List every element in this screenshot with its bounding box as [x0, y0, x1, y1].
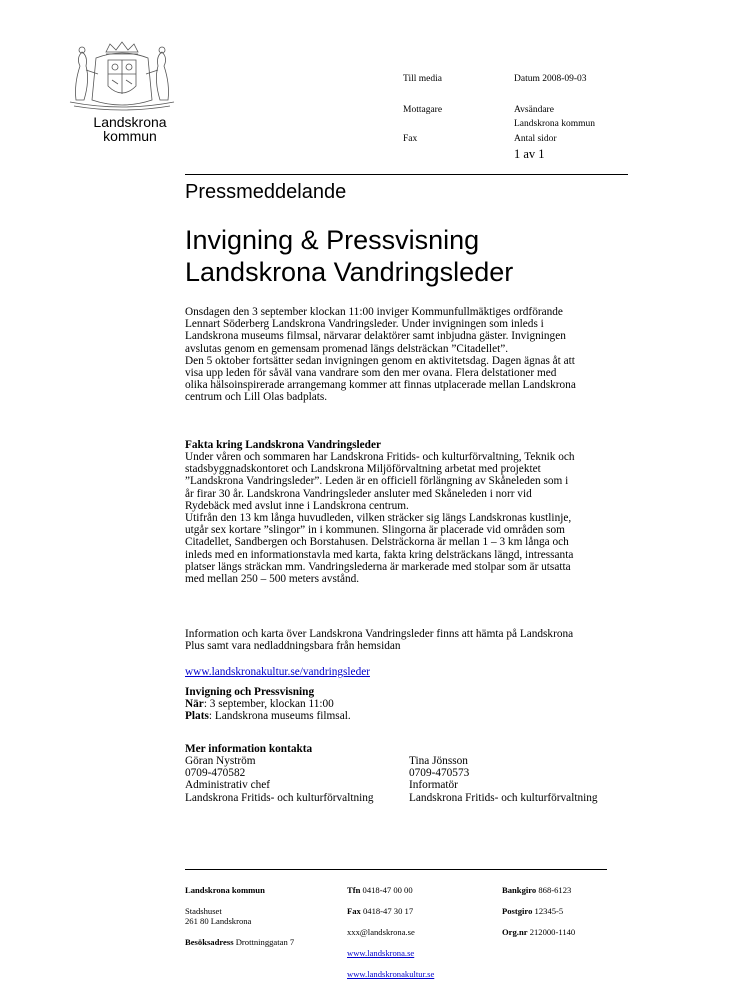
coat-of-arms-logo — [66, 40, 178, 112]
fakta-heading: Fakta kring Landskrona Vandringsleder — [185, 439, 381, 451]
logo-line-1: Landskrona — [93, 114, 167, 130]
logo-line-2: kommun — [103, 128, 157, 144]
footer-orgnr-value: 212000-1140 — [527, 926, 576, 937]
contact-2: Tina Jönsson 0709-470573 Informatör Landskrona Fritids- och kulturförvaltning — [409, 755, 598, 804]
footer-besok — [185, 937, 345, 948]
page-title — [185, 224, 513, 288]
fakta-paragraph: Under våren och sommaren har Landskrona Fritids- och kulturförvaltning, Teknik och stadsbyggnadskontoret och Landskrona Miljöförvaltning arbetat med projektet ”Landskrona Vandringsleder”. Leden är en officiell förlängning av Skåneleden som i år firar 30 år. Landskrona Vandringsleder ansluter med Skåneleden i norr vid Rydebäck med avslut inne i Landskrona centrum. Utifrån den 13 km långa huvudleden, vilken sträcker sig längs Landskronas kustlinje, utgår sex kortare ”slingor” in i kommunen. Slingorna är placerade vid områden som Citadellet, Sandbergen och Borstahusen. Delsträckorna är mellan 1 – 3 km långa och inleds med en informationstavla med karta, fakta kring delsträckans längd, intressanta platser längs sträckan mm. Vandringslederna är markerade med stolpar som är utsatta med mellan 250 – 500 meters avstånd. — [185, 451, 575, 586]
footer-contact-col — [347, 874, 497, 990]
where-label: Plats — [185, 710, 209, 722]
footer-tfn-label: Tfn — [347, 884, 361, 895]
footer-bankgiro-value: 868-6123 — [536, 884, 572, 895]
footer-fax — [347, 906, 497, 917]
title-line-1: Invigning & Pressvisning — [185, 225, 480, 255]
vandringsleder-link[interactable]: www.landskronakultur.se/vandringsleder — [185, 666, 370, 679]
footer-rule — [185, 869, 607, 870]
event-where — [185, 710, 351, 722]
footer-postgiro — [502, 906, 622, 917]
info-paragraph: Information och karta över Landskrona Vandringsleder finns att hämta på Landskrona Plus samt vara nedladdningsbara från hemsidan — [185, 628, 574, 653]
footer-postgiro-label: Postgiro — [502, 905, 533, 916]
footer-email: xxx@landskrona.se — [347, 926, 415, 937]
footer-besok-value: Drottninggatan 7 — [233, 937, 295, 947]
footer-besok-label: Besöksadress — [185, 937, 234, 947]
where-value: : Landskrona museums filmsal. — [208, 710, 351, 722]
header-fax: Fax — [403, 134, 418, 144]
footer-org-col — [185, 874, 345, 958]
header-avsandare-label: Avsändare — [514, 105, 554, 115]
footer-org-name: Landskrona kommun — [185, 884, 265, 895]
footer-fax-label: Fax — [347, 905, 361, 916]
doc-kind: Pressmeddelande — [185, 181, 347, 203]
footer-bank-col — [502, 874, 622, 948]
footer-org-address: Stadshuset 261 80 Landskrona — [185, 905, 252, 926]
header-till-media: Till media — [403, 74, 442, 84]
footer-tfn-value: 0418-47 00 00 — [360, 884, 413, 895]
header-mottagare: Mottagare — [403, 105, 443, 115]
header-rule — [185, 174, 628, 175]
header-avsandare-value: Landskrona kommun — [514, 119, 596, 129]
when-label: När — [185, 698, 204, 710]
footer-orgnr — [502, 927, 622, 938]
title-line-2: Landskrona Vandringsleder — [185, 257, 514, 287]
contact-heading: Mer information kontakta — [185, 743, 313, 755]
header-datum: Datum 2008-09-03 — [514, 74, 587, 84]
logo-wordmark — [70, 115, 190, 143]
event-when — [185, 698, 334, 710]
footer-tfn — [347, 885, 497, 896]
footer-link-landskrona[interactable]: www.landskrona.se — [347, 947, 415, 958]
header-antal-sidor-label: Antal sidor — [514, 134, 557, 144]
header-antal-sidor-value: 1 av 1 — [514, 147, 545, 161]
event-heading: Invigning och Pressvisning — [185, 686, 315, 698]
contact-1: Göran Nyström 0709-470582 Administrativ chef Landskrona Fritids- och kulturförvaltning — [185, 755, 374, 804]
footer-bankgiro-label: Bankgiro — [502, 884, 537, 895]
footer-postgiro-value: 12345-5 — [532, 905, 564, 916]
footer-link-landskronakultur[interactable]: www.landskronakultur.se — [347, 968, 435, 979]
intro-paragraph: Onsdagen den 3 september klockan 11:00 inviger Kommunfullmäktiges ordförande Lennart Söderberg Landskrona Vandringsleder. Under invigningen som inleds i Landskrona museums filmsal, närvarar delaktörer samt inbjudna gäster. Invigningen avslutas genom en gemensam promenad längs delsträckan ”Citadellet”. Den 5 oktober fortsätter sedan invigningen genom en aktivitetsdag. Dagen ägnas åt att visa upp leden för såväl vana vandrare som den mer ovana. Flera delstationer med olika hälsoinspirerade arrangemang kommer att finnas utplacerade mellan Landskrona centrum och Lill Olas badplats. — [185, 306, 576, 404]
footer-orgnr-label: Org.nr — [502, 926, 528, 937]
info-link-wrap — [185, 654, 370, 678]
footer-bankgiro — [502, 885, 622, 896]
footer-fax-value: 0418-47 30 17 — [360, 905, 414, 916]
when-value: : 3 september, klockan 11:00 — [203, 698, 334, 710]
